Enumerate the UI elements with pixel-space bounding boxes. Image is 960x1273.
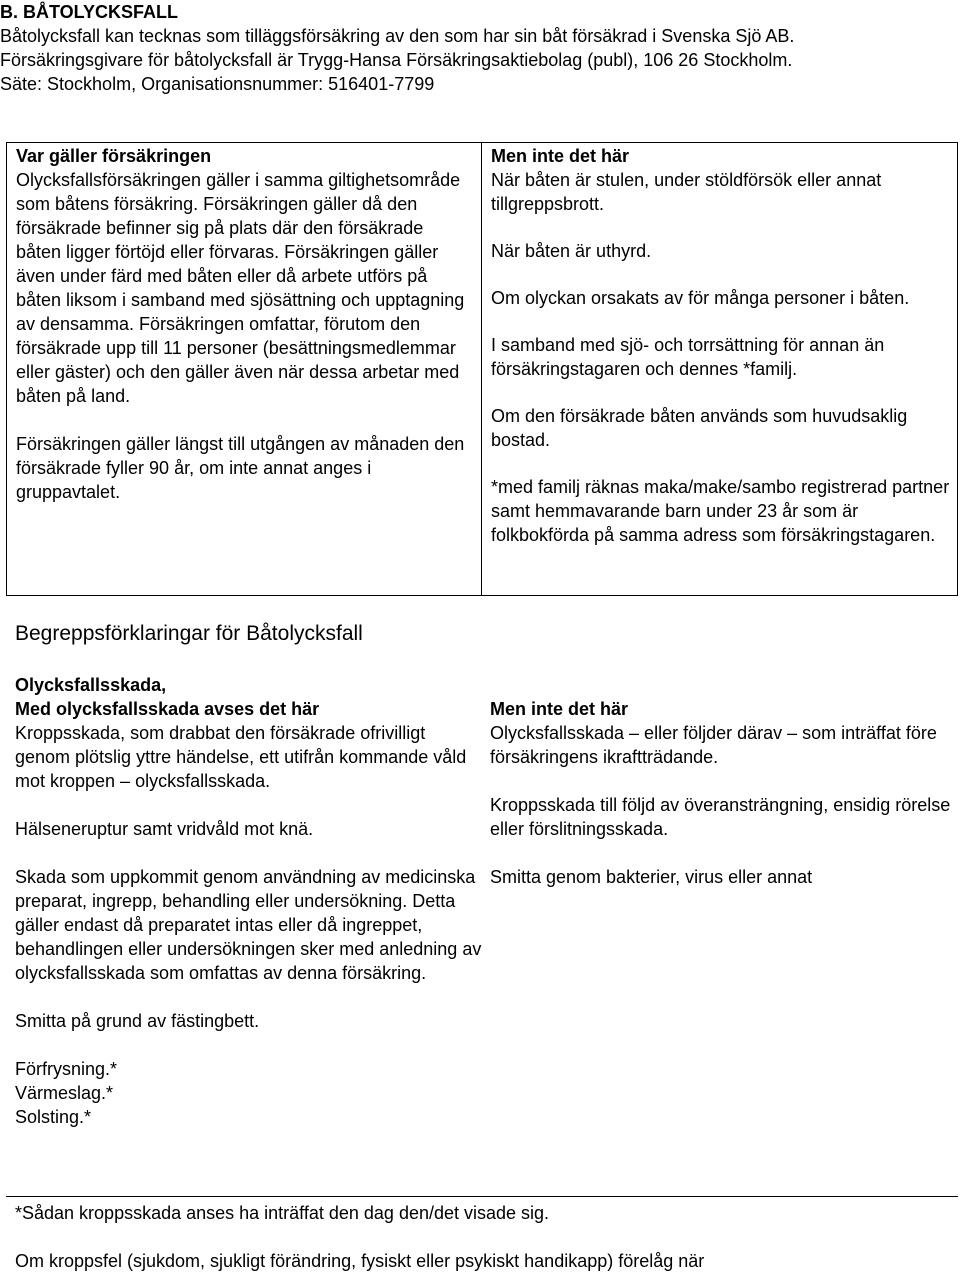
definition-item: Kroppsskada, som drabbat den försäkrade ofrivilligt genom plötslig yttre händelse, ett utifrån kommande våld mot kroppen – olycksfallsskada. [15, 723, 467, 791]
exclusion-item: I samband med sjö- och torrsättning för annan än försäkringstagaren och dennes *familj. [491, 335, 885, 379]
definition-item: Smitta på grund av fästingbett. [15, 1011, 260, 1031]
section-title: Begreppsförklaringar för Båtolycksfall [15, 622, 363, 645]
definition-title: Olycksfallsskada, [15, 675, 167, 695]
coverage-paragraph: Olycksfallsförsäkringen gäller i samma giltighetsområde som båtens försäkring. Försäkringen gäller då den försäkrade befinner sig på plats där den försäkrade båten ligger förtöjd eller förvaras. Försäkringen gäller även under färd med båten eller då arbete utförs på båten liksom i samband med sjösättning och upptagning av densamma. Försäkringen omfattar, förutom den försäkrade upp till 11 personer (besättningsmedlemmar eller gäster) och den gäller även när dessa arbetar med båten på land. [16, 170, 465, 406]
family-note: *med familj räknas maka/make/sambo registrerad partner samt hemmavarande barn under 23 år som är folkbokförda på samma adress som försäkringstagaren. [491, 477, 950, 545]
exclusions-column [491, 144, 953, 547]
exclusions-heading: Men inte det här [491, 146, 630, 166]
intro-line: Försäkringsgivare för båtolycksfall är Trygg-Hansa Försäkringsaktiebolag (publ), 106 26 Stockholm. [0, 50, 793, 70]
definition-list-item: Solsting.* [15, 1107, 92, 1127]
definitions-left-column [15, 673, 485, 1129]
definition-item: Hälseneruptur samt vridvåld mot knä. [15, 819, 314, 839]
section-divider [6, 1196, 958, 1197]
exclusion-item: Om olyckan orsakats av för många personer i båten. [491, 288, 910, 308]
definition-list-item: Värmeslag.* [15, 1083, 114, 1103]
definition-exclusion-item: Smitta genom bakterier, virus eller annat [490, 867, 813, 887]
coverage-heading: Var gäller försäkringen [16, 146, 212, 166]
definition-heading: Med olycksfallsskada avses det här [15, 699, 320, 719]
definition-exclusions-heading: Men inte det här [490, 699, 629, 719]
exclusion-item: När båten är stulen, under stöldförsök eller annat tillgreppsbrott. [491, 170, 882, 214]
definition-exclusion-item: Kroppsskada till följd av överansträngning, ensidig rörelse eller förslitningsskada. [490, 795, 951, 839]
definition-exclusion-item: Olycksfallsskada – eller följder därav – som inträffat före försäkringens ikraftträdande. [490, 723, 937, 767]
definition-item: Skada som uppkommit genom användning av medicinska preparat, ingrepp, behandling eller undersökning. Detta gäller endast då preparatet intas eller då ingreppet, behandlingen eller undersökningen sker med anledning av olycksfallsskada som omfattas av denna försäkring. [15, 867, 482, 983]
definitions-right-column [490, 697, 956, 889]
intro-line: Båtolycksfall kan tecknas som tilläggsförsäkring av den som har sin båt försäkrad i Svenska Sjö AB. [0, 26, 795, 46]
definition-list-item: Förfrysning.* [15, 1059, 118, 1079]
intro-text [0, 24, 958, 96]
document-title: B. BÅTOLYCKSFALL [0, 2, 179, 22]
footnote: *Sådan kroppsskada anses ha inträffat den dag den/det visade sig. [15, 1203, 550, 1223]
coverage-left-column [16, 144, 472, 504]
intro-line: Säte: Stockholm, Organisationsnummer: 516401-7799 [0, 74, 435, 94]
coverage-table [6, 142, 958, 596]
table-divider [481, 143, 482, 595]
coverage-paragraph: Försäkringen gäller längst till utgången av månaden den försäkrade fyller 90 år, om inte annat anges i gruppavtalet. [16, 434, 465, 502]
continuation-text: Om kroppsfel (sjukdom, sjukligt förändring, fysiskt eller psykiskt handikapp) förelåg när [15, 1251, 705, 1271]
exclusion-item: Om den försäkrade båten används som huvudsaklig bostad. [491, 406, 908, 450]
exclusion-item: När båten är uthyrd. [491, 241, 652, 261]
